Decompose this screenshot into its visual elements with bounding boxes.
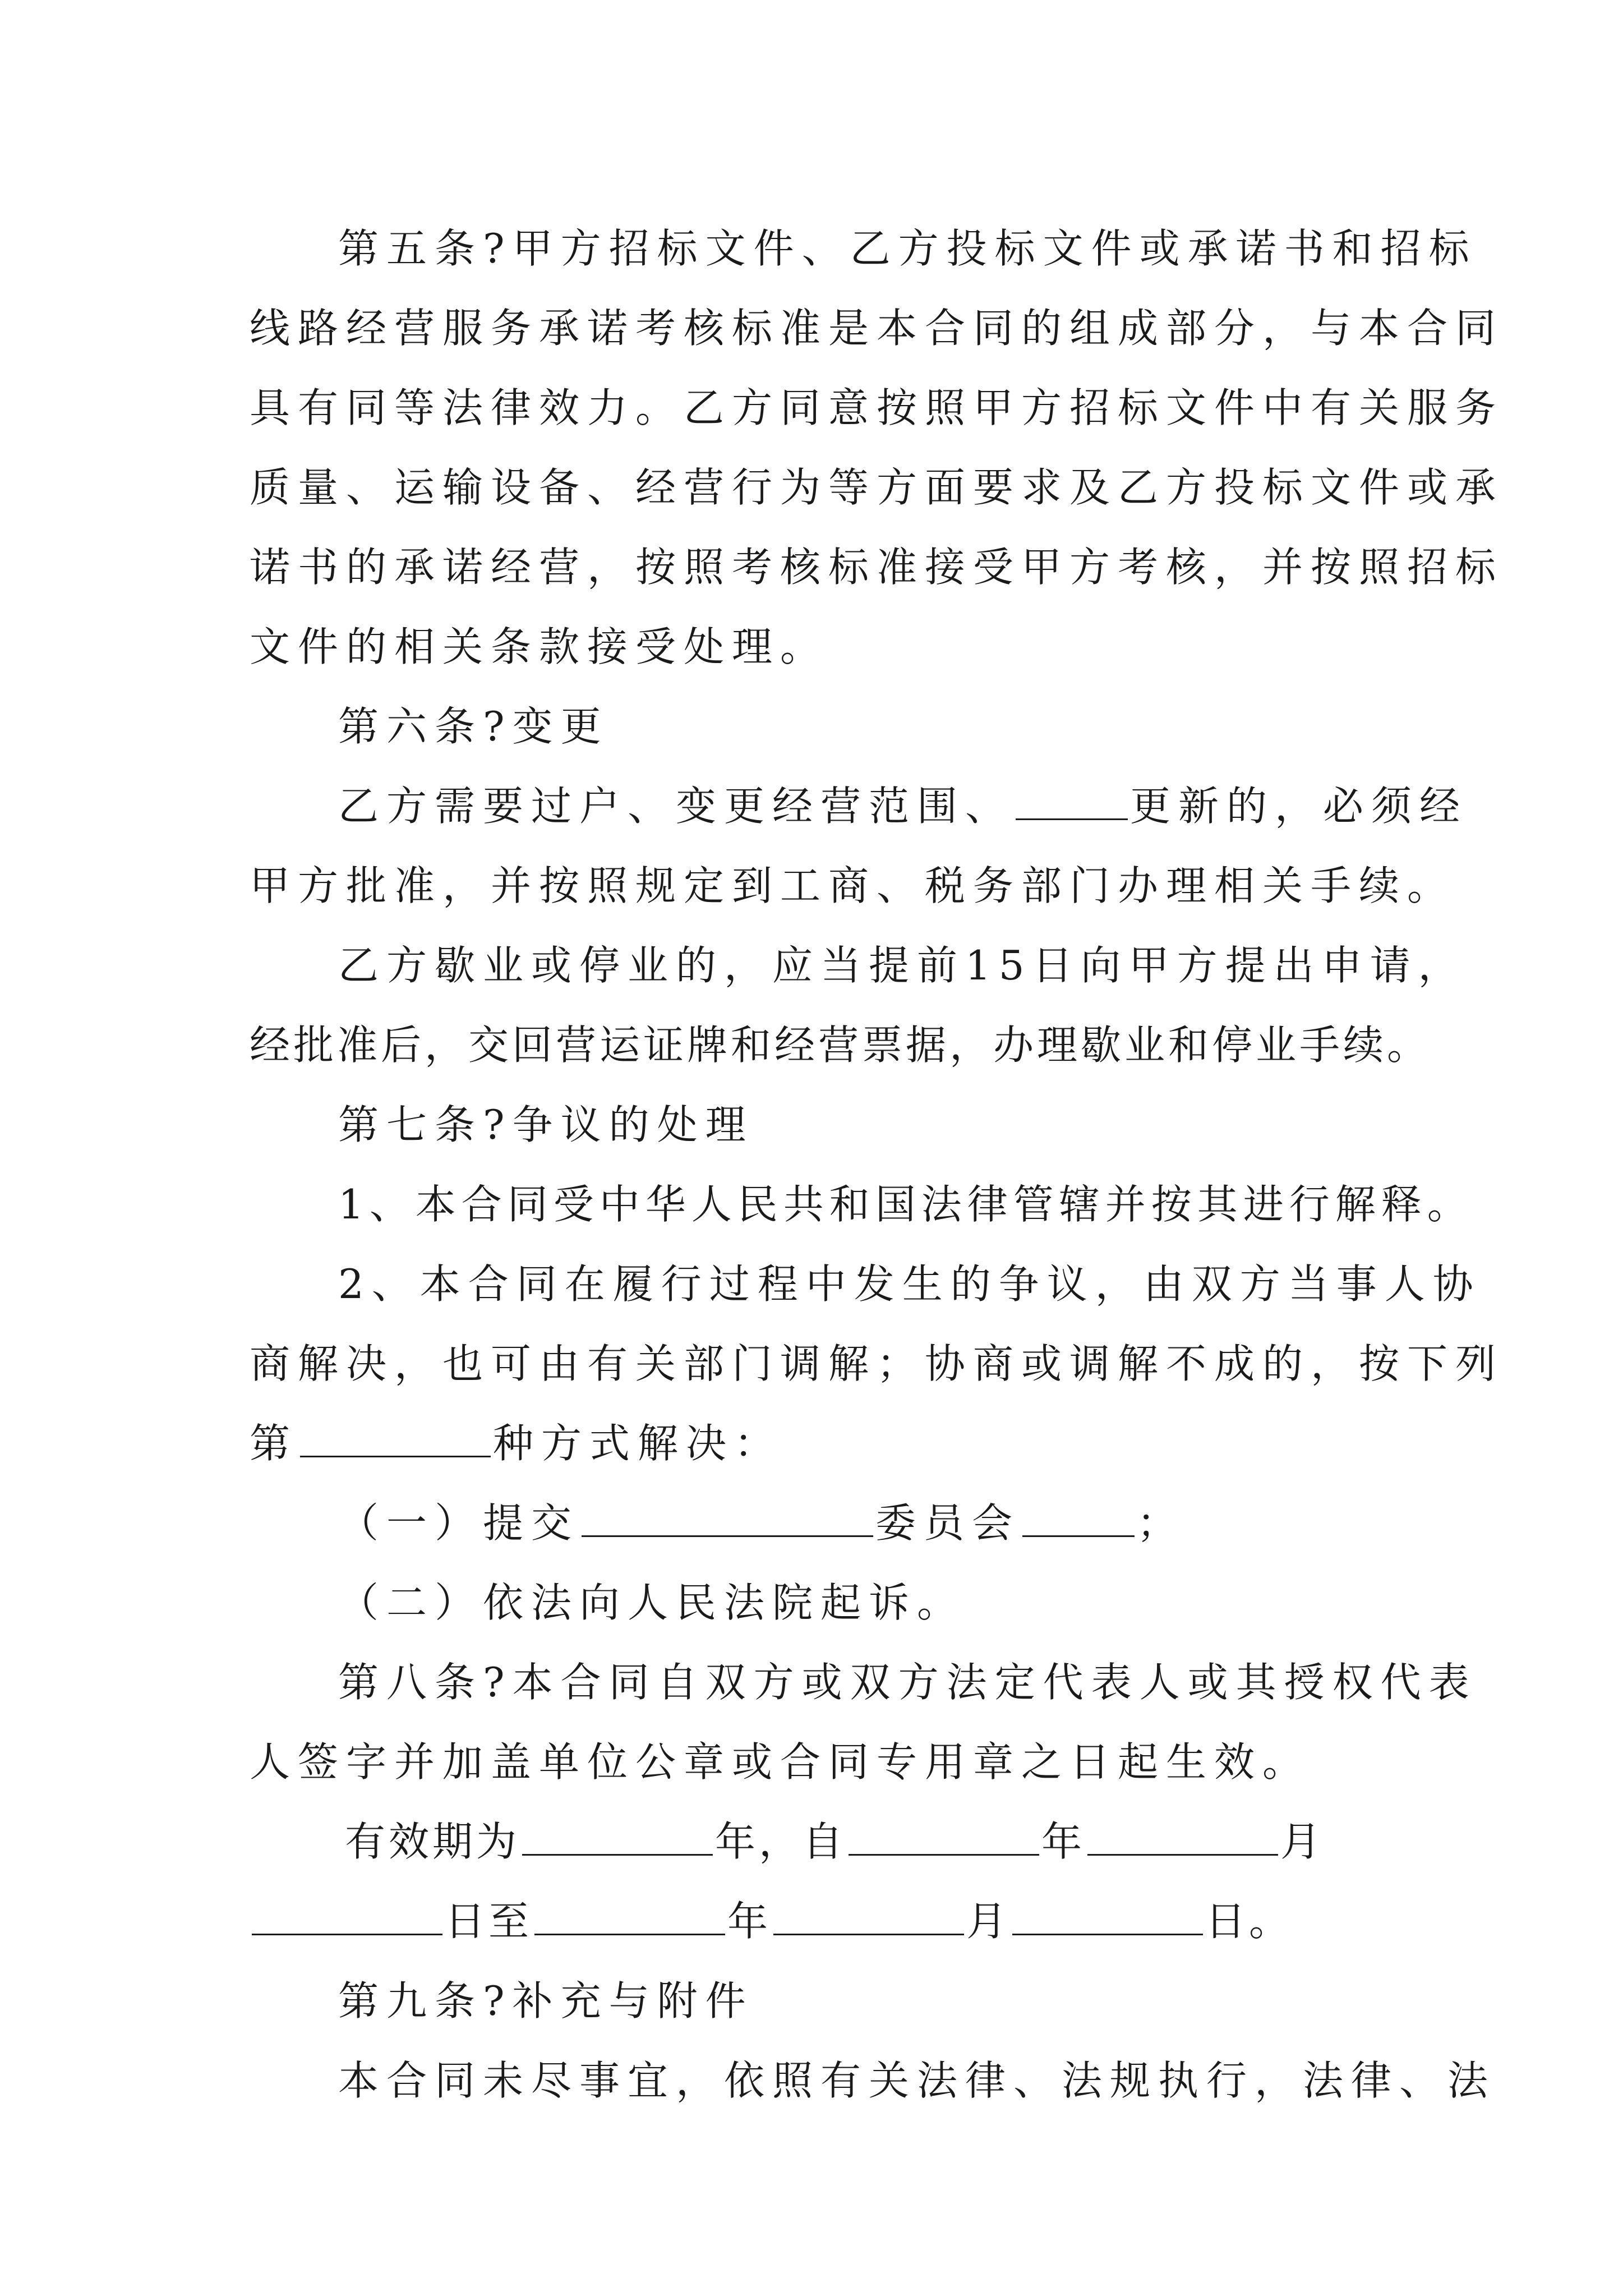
article-7-text: 种方式解决： [493,1420,783,1467]
fill-blank [252,1899,442,1935]
fill-blank [1012,1899,1203,1935]
option-text: （一）提交 [338,1499,580,1547]
validity-line-1 [250,1802,1382,1881]
article-6-para-1-line-1 [250,766,1468,846]
article-6-text: 乙方需要过户、变更经营范围、 [338,783,1014,830]
fill-blank [522,1819,713,1856]
option-text: ； [1137,1499,1186,1547]
fill-blank [1022,1501,1135,1537]
fill-blank [849,1819,1039,1856]
option-text: 委员会 [875,1499,1021,1547]
validity-text: 年 [1041,1818,1086,1865]
validity-text: 月 [1280,1818,1325,1865]
fill-blank [1087,1819,1278,1856]
validity-text: 年 [727,1898,772,1945]
article-5-line-1: 第五条?甲方招标文件、乙方投标文件或承诺书和招标 [338,225,1477,272]
validity-text: 有效期为 [345,1818,520,1865]
validity-line-2 [250,1881,1382,1961]
article-5-line-3: 具有同等法律效力。乙方同意按照甲方招标文件中有关服务 [250,384,1504,431]
article-5-line-2: 线路经营服务承诺考核标准是本合同的组成部分，与本合同 [250,305,1504,352]
article-7-option-2: （二）依法向人民法院起诉。 [338,1579,966,1626]
article-7-text: 第 [250,1420,298,1467]
article-5-line-6: 文件的相关条款接受处理。 [250,623,829,670]
fill-blank [300,1421,491,1457]
article-5-line-5: 诺书的承诺经营，按照考核标准接受甲方考核，并按照招标 [250,544,1504,591]
article-7-item-2-line-1: 2、本合同在履行过程中发生的争议，由双方当事人协 [338,1260,1481,1308]
validity-text: 日。 [1205,1898,1293,1945]
fill-blank [1016,784,1128,820]
article-6-para-2-line-1: 乙方歇业或停业的，应当提前15日向甲方提出申请， [338,942,1467,989]
article-7-heading: 第七条?争议的处理 [338,1101,754,1148]
article-6-text: 更新的，必须经 [1130,783,1468,830]
article-8-line-1: 第八条?本合同自双方或双方法定代表人或其授权代表 [338,1659,1477,1706]
contract-body [250,209,1504,2120]
article-6-para-1-line-2: 甲方批准，并按照规定到工商、税务部门办理相关手续。 [250,862,1456,909]
article-7-item-1: 1、本合同受中华人民共和国法律管辖并按其进行解释。 [338,1181,1473,1228]
fill-blank [773,1899,964,1935]
fill-blank [582,1501,873,1537]
validity-text: 日至 [445,1898,533,1945]
article-9-line-1: 本合同未尽事宜，依照有关法律、法规执行，法律、法 [338,2057,1496,2104]
article-7-item-2-line-3 [250,1404,1382,1483]
article-7-option-1 [250,1483,1382,1563]
fill-blank [534,1899,725,1935]
validity-text: 月 [966,1898,1011,1945]
article-8-line-2: 人签字并加盖单位公章或合同专用章之日起生效。 [250,1738,1311,1786]
article-6-heading: 第六条?变更 [338,703,609,750]
article-6-para-2-line-2: 经批准后，交回营运证牌和经营票据，办理歇业和停业手续。 [250,1022,1431,1069]
validity-text: 年，自 [715,1818,847,1865]
article-7-item-2-line-2: 商解决，也可由有关部门调解；协商或调解不成的，按下列 [250,1340,1504,1387]
article-5-line-4: 质量、运输设备、经营行为等方面要求及乙方投标文件或承 [250,464,1504,511]
article-9-heading: 第九条?补充与附件 [338,1977,754,2024]
